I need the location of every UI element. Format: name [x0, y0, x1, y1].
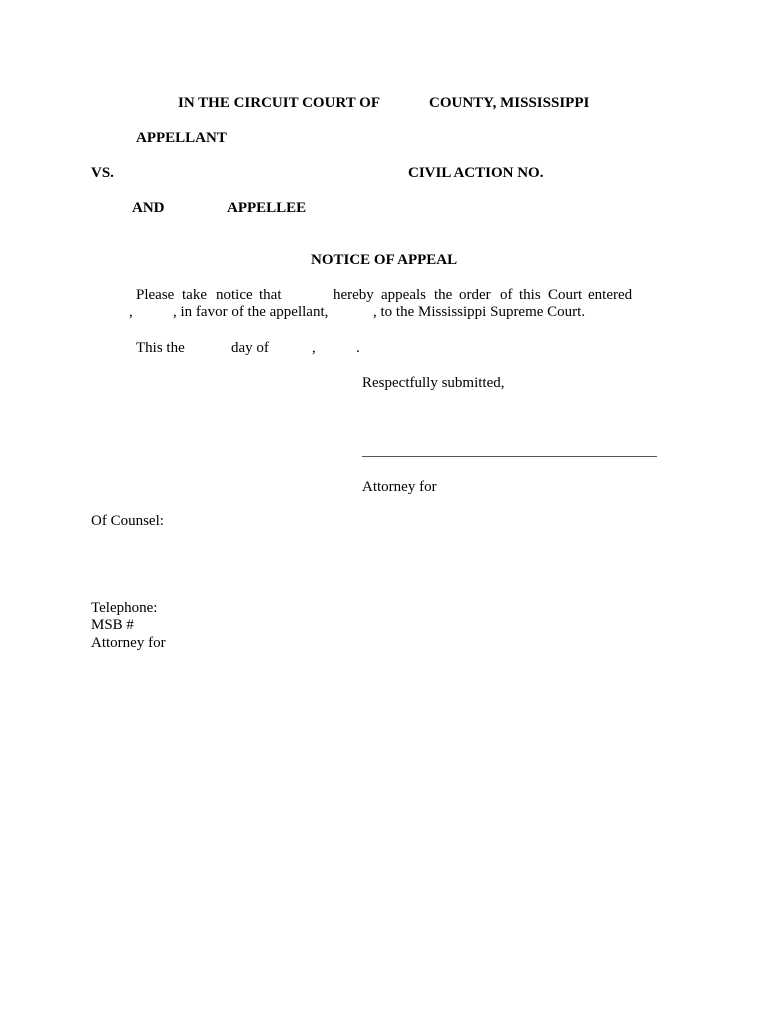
- date-day-of: day of: [231, 340, 269, 356]
- body-word: appeals: [381, 287, 426, 303]
- signature-line: [362, 456, 657, 457]
- body-word: order: [459, 287, 491, 303]
- and-label: AND: [132, 200, 165, 216]
- body-word: the: [434, 287, 453, 303]
- body-comma: ,: [129, 304, 133, 320]
- telephone-label: Telephone:: [91, 600, 158, 616]
- body-word: that: [259, 287, 282, 303]
- body-word: this: [519, 287, 541, 303]
- body-word: hereby: [333, 287, 374, 303]
- of-counsel-label: Of Counsel:: [91, 513, 164, 529]
- date-period: .: [356, 340, 360, 356]
- date-comma: ,: [312, 340, 316, 356]
- body-word: of: [500, 287, 513, 303]
- counsel-attorney-for: Attorney for: [91, 635, 166, 651]
- signature-attorney-for: Attorney for: [362, 479, 437, 495]
- msb-label: MSB #: [91, 617, 134, 633]
- civil-action-label: CIVIL ACTION NO.: [408, 165, 544, 181]
- body-word: take: [182, 287, 207, 303]
- body-word: Please: [136, 287, 175, 303]
- body-supreme-court-text: , to the Mississippi Supreme Court.: [373, 304, 586, 320]
- body-word: notice: [216, 287, 253, 303]
- court-name-prefix: IN THE CIRCUIT COURT OF: [178, 95, 381, 111]
- versus-label: VS.: [91, 165, 114, 181]
- document-title: NOTICE OF APPEAL: [311, 252, 458, 268]
- body-word: entered: [588, 287, 633, 303]
- appellant-label: APPELLANT: [136, 130, 227, 146]
- date-this-the: This the: [136, 340, 185, 356]
- appellee-label: APPELLEE: [227, 200, 307, 216]
- body-word: Court: [548, 287, 583, 303]
- body-favor-text: , in favor of the appellant,: [173, 304, 329, 320]
- court-name-suffix: COUNTY, MISSISSIPPI: [429, 95, 590, 111]
- closing-text: Respectfully submitted,: [362, 375, 505, 391]
